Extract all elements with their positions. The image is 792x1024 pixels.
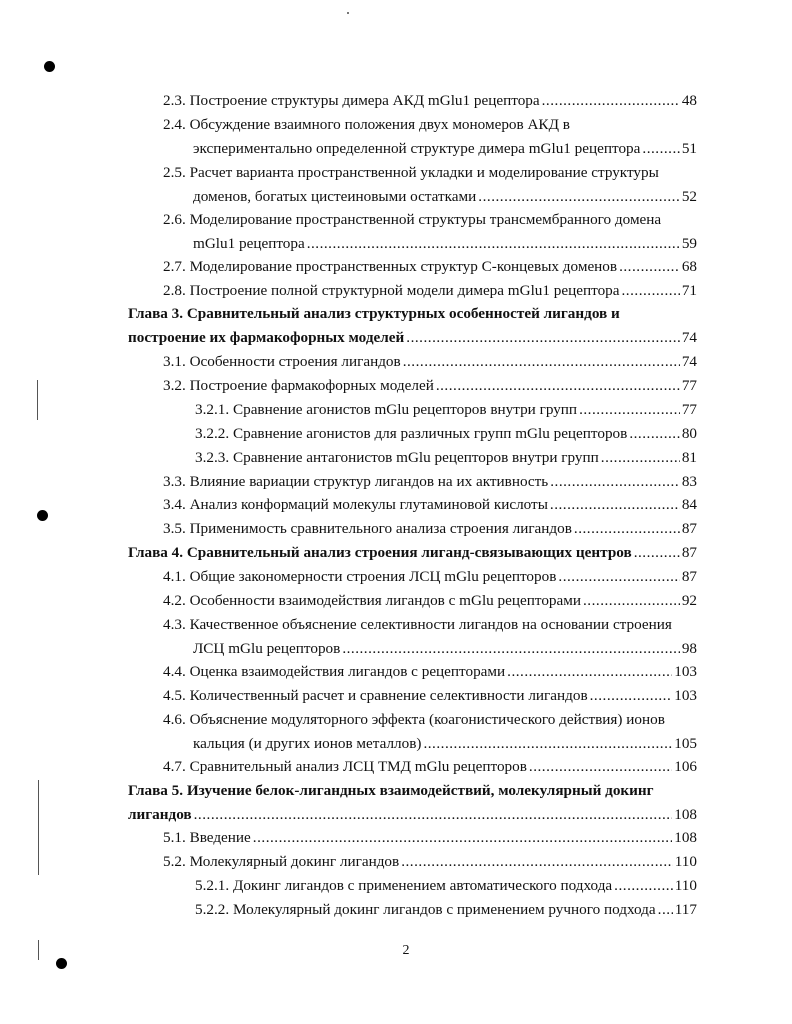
toc-entry-title: Молекулярный докинг лигандов с применением ручного подхода bbox=[232, 901, 656, 918]
leader-dots bbox=[529, 758, 672, 776]
toc-entry-title: Общие закономерности строения ЛСЦ mGlu рецепторов bbox=[189, 568, 557, 585]
leader-dots bbox=[619, 258, 680, 276]
toc-entry-number: 2.3. bbox=[163, 92, 186, 109]
toc-entry-3-3 bbox=[163, 473, 697, 491]
leader-dots bbox=[590, 687, 673, 705]
leader-dots bbox=[550, 496, 680, 514]
leader-dots bbox=[579, 401, 680, 419]
toc-chapter-title-cont: построение их фармакофорных моделей bbox=[128, 329, 405, 346]
toc-entry-number: 3.2.2. bbox=[195, 425, 230, 442]
leader-dots bbox=[307, 235, 680, 253]
toc-entry-title-cont: доменов, богатых цистеиновыми остатками bbox=[193, 188, 477, 205]
toc-entry-page: 80 bbox=[681, 425, 697, 442]
toc-entry-title: Расчет варианта пространственной укладки и моделирование структуры bbox=[189, 164, 659, 181]
punch-hole bbox=[37, 510, 48, 521]
toc-entry-3-2-2 bbox=[195, 425, 697, 443]
leader-dots bbox=[403, 353, 680, 371]
toc-entry-number: 3.1. bbox=[163, 353, 186, 370]
toc-entry-3-1 bbox=[163, 353, 697, 371]
leader-dots bbox=[342, 640, 680, 658]
toc-entry-title: Построение структуры димера АКД mGlu1 рецептора bbox=[189, 92, 540, 109]
toc-entry-4-1 bbox=[163, 568, 697, 586]
toc-entry-number: 4.3. bbox=[163, 616, 186, 633]
toc-chapter-title: Глава 5. Изучение белок-лигандных взаимодействий, молекулярный докинг bbox=[128, 782, 654, 799]
toc-entry-3-5 bbox=[163, 520, 697, 538]
toc-entry-number: 2.6. bbox=[163, 211, 186, 228]
leader-dots bbox=[574, 520, 680, 538]
toc-entry-title: Оценка взаимодействия лигандов с рецепторами bbox=[189, 663, 506, 680]
toc-chapter-4 bbox=[128, 544, 697, 562]
toc-entry-5-2-2 bbox=[195, 901, 697, 919]
toc-entry-2-8 bbox=[163, 282, 697, 300]
toc-entry-title-cont: кальция (и других ионов металлов) bbox=[193, 735, 422, 752]
leader-dots bbox=[583, 592, 680, 610]
toc-entry-page: 110 bbox=[674, 877, 697, 894]
toc-entry-title: Сравнение агонистов для различных групп mGlu рецепторов bbox=[232, 425, 628, 442]
toc-entry-page: 81 bbox=[681, 449, 697, 466]
toc-entry-number: 3.4. bbox=[163, 496, 186, 513]
toc-entry-page: 74 bbox=[681, 329, 697, 346]
toc-entry-4-6 bbox=[163, 711, 697, 753]
toc-entry-page: 83 bbox=[681, 473, 697, 490]
toc-entry-4-4 bbox=[163, 663, 697, 681]
toc-entry-number: 3.2.1. bbox=[195, 401, 230, 418]
toc-entry-title: Сравнение антагонистов mGlu рецепторов внутри групп bbox=[232, 449, 599, 466]
toc-entry-number: 3.2.3. bbox=[195, 449, 230, 466]
toc-entry-number: 2.4. bbox=[163, 116, 186, 133]
toc-entry-title: Количественный расчет и сравнение селективности лигандов bbox=[189, 687, 588, 704]
leader-dots bbox=[614, 877, 673, 895]
toc-entry-page: 71 bbox=[681, 282, 697, 299]
toc-chapter-5 bbox=[128, 782, 697, 824]
toc-entry-title: Особенности строения лигандов bbox=[189, 353, 401, 370]
leader-dots bbox=[542, 92, 680, 110]
toc-entry-number: 3.2. bbox=[163, 377, 186, 394]
toc-entry-2-7 bbox=[163, 258, 697, 276]
toc-entry-2-3 bbox=[163, 92, 697, 110]
toc-entry-number: 3.3. bbox=[163, 473, 186, 490]
toc-entry-page: 108 bbox=[674, 829, 697, 846]
toc-entry-title-cont: экспериментально определенной структуре димера mGlu1 рецептора bbox=[193, 140, 641, 157]
toc-entry-3-2-1 bbox=[195, 401, 697, 419]
toc-entry-3-2-3 bbox=[195, 449, 697, 467]
toc-chapter-title: Глава 3. Сравнительный анализ структурных особенностей лигандов и bbox=[128, 305, 620, 322]
toc-entry-title: Особенности взаимодействия лигандов с mGlu рецепторами bbox=[189, 592, 581, 609]
punch-hole bbox=[44, 61, 55, 72]
leader-dots bbox=[406, 329, 680, 347]
toc-entry-title: Сравнение агонистов mGlu рецепторов внутри групп bbox=[232, 401, 578, 418]
toc-entry-5-2 bbox=[163, 853, 697, 871]
leader-dots bbox=[658, 901, 673, 919]
toc-entry-page: 103 bbox=[674, 663, 697, 680]
leader-dots bbox=[478, 188, 680, 206]
toc-entry-page: 108 bbox=[674, 806, 697, 823]
toc-entry-number: 4.1. bbox=[163, 568, 186, 585]
toc-entry-page: 59 bbox=[681, 235, 697, 252]
toc-entry-title: Молекулярный докинг лигандов bbox=[189, 853, 400, 870]
toc-entry-page: 87 bbox=[681, 568, 697, 585]
toc-entry-title: Сравнительный анализ ЛСЦ ТМД mGlu рецепторов bbox=[189, 758, 527, 775]
toc-entry-page: 110 bbox=[674, 853, 697, 870]
toc-entry-title: Обсуждение взаимного положения двух мономеров АКД в bbox=[189, 116, 570, 133]
toc-entry-number: 5.2.1. bbox=[195, 877, 230, 894]
toc-entry-number: 5.2. bbox=[163, 853, 186, 870]
toc-chapter-title-cont: лигандов bbox=[128, 806, 192, 823]
toc-entry-2-4 bbox=[163, 116, 697, 158]
toc-entry-2-6 bbox=[163, 211, 697, 253]
leader-dots bbox=[194, 806, 673, 824]
toc-entry-title-cont: ЛСЦ mGlu рецепторов bbox=[193, 640, 341, 657]
toc-entry-page: 74 bbox=[681, 353, 697, 370]
toc-entry-page: 117 bbox=[674, 901, 697, 918]
toc-entry-page: 87 bbox=[681, 544, 697, 561]
toc-entry-number: 3.5. bbox=[163, 520, 186, 537]
toc-entry-title: Применимость сравнительного анализа строения лигандов bbox=[189, 520, 572, 537]
leader-dots bbox=[629, 425, 679, 443]
toc-entry-number: 2.8. bbox=[163, 282, 186, 299]
margin-mark bbox=[38, 940, 39, 960]
toc-entry-title-cont: mGlu1 рецептора bbox=[193, 235, 305, 252]
toc-entry-title: Влияние вариации структур лигандов на их активность bbox=[189, 473, 549, 490]
toc-entry-title: Анализ конформаций молекулы глутаминовой кислоты bbox=[189, 496, 548, 513]
toc-entry-title: Введение bbox=[189, 829, 251, 846]
leader-dots bbox=[253, 829, 672, 847]
toc-entry-title: Построение полной структурной модели димера mGlu1 рецептора bbox=[189, 282, 620, 299]
toc-entry-number: 2.7. bbox=[163, 258, 186, 275]
toc-entry-title: Докинг лигандов с применением автоматического подхода bbox=[232, 877, 613, 894]
toc-entry-3-4 bbox=[163, 496, 697, 514]
toc-entry-page: 92 bbox=[681, 592, 697, 609]
toc-entry-page: 87 bbox=[681, 520, 697, 537]
leader-dots bbox=[558, 568, 679, 586]
toc-entry-page: 105 bbox=[674, 735, 697, 752]
leader-dots bbox=[634, 544, 680, 562]
toc-entry-title: Моделирование пространственной структуры трансмембранного домена bbox=[189, 211, 662, 228]
toc-entry-number: 4.5. bbox=[163, 687, 186, 704]
toc-entry-page: 48 bbox=[681, 92, 697, 109]
leader-dots bbox=[642, 140, 679, 158]
toc-entry-title: Объяснение модуляторного эффекта (коагонистического действия) ионов bbox=[189, 711, 665, 728]
margin-mark bbox=[38, 780, 39, 875]
toc-entry-number: 4.6. bbox=[163, 711, 186, 728]
toc-entry-number: 2.5. bbox=[163, 164, 186, 181]
leader-dots bbox=[423, 735, 672, 753]
toc-entry-number: 5.1. bbox=[163, 829, 186, 846]
toc-entry-page: 98 bbox=[681, 640, 697, 657]
toc-entry-3-2 bbox=[163, 377, 697, 395]
toc-entry-number: 4.2. bbox=[163, 592, 186, 609]
toc-entry-5-1 bbox=[163, 829, 697, 847]
toc-entry-page: 103 bbox=[674, 687, 697, 704]
toc-entry-4-5 bbox=[163, 687, 697, 705]
punch-hole bbox=[56, 958, 67, 969]
toc-chapter-title: Глава 4. Сравнительный анализ строения лиганд-связывающих центров bbox=[128, 544, 632, 561]
toc-chapter-3 bbox=[128, 305, 697, 347]
leader-dots bbox=[622, 282, 680, 300]
page-number: 2 bbox=[402, 943, 410, 958]
margin-mark bbox=[37, 380, 38, 420]
toc-entry-page: 77 bbox=[681, 377, 697, 394]
toc-entry-4-3 bbox=[163, 616, 697, 658]
toc-entry-4-7 bbox=[163, 758, 697, 776]
toc-entry-title: Построение фармакофорных моделей bbox=[189, 377, 434, 394]
toc-entry-5-2-1 bbox=[195, 877, 697, 895]
toc-entry-title: Моделирование пространственных структур С-концевых доменов bbox=[189, 258, 618, 275]
leader-dots bbox=[436, 377, 680, 395]
leader-dots bbox=[601, 449, 680, 467]
toc-entry-page: 77 bbox=[681, 401, 697, 418]
toc-entry-number: 5.2.2. bbox=[195, 901, 230, 918]
toc-entry-page: 51 bbox=[681, 140, 697, 157]
toc-entry-number: 4.7. bbox=[163, 758, 186, 775]
toc-entry-page: 52 bbox=[681, 188, 697, 205]
toc-entry-page: 106 bbox=[674, 758, 697, 775]
leader-dots bbox=[507, 663, 672, 681]
leader-dots bbox=[550, 473, 680, 491]
toc-entry-2-5 bbox=[163, 164, 697, 206]
toc-entry-page: 68 bbox=[681, 258, 697, 275]
toc-entry-title: Качественное объяснение селективности лигандов на основании строения bbox=[189, 616, 672, 633]
toc-entry-number: 4.4. bbox=[163, 663, 186, 680]
toc-entry-page: 84 bbox=[681, 496, 697, 513]
leader-dots bbox=[401, 853, 673, 871]
scan-speck bbox=[347, 12, 349, 14]
toc-entry-4-2 bbox=[163, 592, 697, 610]
